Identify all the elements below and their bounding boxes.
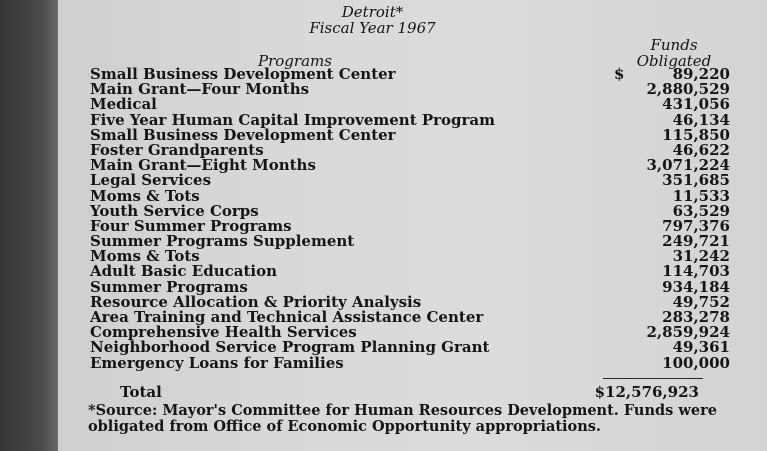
- program-name: Youth Service Corps: [90, 201, 259, 220]
- funds-amount: 797,376: [662, 216, 730, 235]
- funds-amount: 46,134: [672, 110, 730, 129]
- program-name: Neighborhood Service Program Planning Grant: [90, 338, 490, 357]
- funds-amount: 49,752: [672, 292, 730, 311]
- program-name: Moms & Tots: [90, 186, 200, 205]
- total-rule: [603, 378, 703, 379]
- program-list: [90, 65, 730, 372]
- programs-column-header: Programs: [258, 52, 332, 70]
- funds-amount: 100,000: [662, 353, 730, 372]
- funds-amount: 431,056: [662, 95, 730, 114]
- funds-amount: 283,278: [662, 308, 730, 326]
- program-name: Foster Grandparents: [90, 140, 264, 159]
- program-name: Moms & Tots: [90, 247, 200, 266]
- funds-amount: 11,533: [672, 186, 730, 205]
- funds-amount: 114,703: [662, 262, 730, 281]
- funds-amount: 89,220: [672, 65, 730, 83]
- program-name: Legal Services: [90, 171, 212, 190]
- program-name: Medical: [90, 95, 157, 114]
- page-shadow-edge: [0, 0, 58, 451]
- funds-header-line2: Obligated: [636, 52, 712, 70]
- total-label: Total: [120, 383, 162, 401]
- funds-amount: 46,622: [672, 140, 730, 159]
- program-name: Summer Programs Supplement: [90, 232, 355, 251]
- funds-amount: 249,721: [662, 232, 730, 251]
- funds-amount: 2,859,924: [646, 323, 730, 342]
- program-name: Small Business Development Center: [90, 125, 396, 144]
- program-name: Small Business Development Center: [90, 65, 396, 83]
- program-name: Emergency Loans for Families: [90, 353, 344, 372]
- funds-header-line1: Funds: [650, 36, 698, 54]
- currency-symbol: $: [614, 65, 625, 83]
- funds-amount: 2,880,529: [646, 80, 730, 99]
- program-name: Four Summer Programs: [90, 216, 292, 235]
- funds-amount: 31,242: [672, 247, 730, 266]
- program-name: Adult Basic Education: [90, 262, 277, 281]
- program-name: Resource Allocation & Priority Analysis: [90, 292, 422, 311]
- funds-amount: 49,361: [672, 338, 730, 357]
- funds-amount: 3,071,224: [646, 156, 730, 175]
- program-name: Five Year Human Capital Improvement Program: [90, 110, 496, 129]
- fiscal-year-heading: Fiscal Year 1967: [309, 19, 436, 37]
- total-amount: $12,576,923: [594, 383, 699, 401]
- table-row: [90, 353, 730, 372]
- source-footnote: *Source: Mayor's Committee for Human Resources Development. Funds were obligated from Office of Economic Opportunity appropriations.: [88, 402, 717, 435]
- document-page: [58, 0, 767, 451]
- city-heading: Detroit*: [341, 3, 404, 21]
- funds-amount: 63,529: [672, 201, 730, 220]
- funds-amount: 934,184: [662, 277, 730, 296]
- funds-amount: 115,850: [662, 125, 730, 144]
- program-name: Summer Programs: [90, 277, 248, 296]
- table-row: [90, 80, 730, 99]
- program-name: Main Grant—Eight Months: [90, 156, 316, 175]
- program-name: Main Grant—Four Months: [90, 80, 310, 99]
- program-name: Area Training and Technical Assistance Center: [90, 308, 484, 326]
- program-name: Comprehensive Health Services: [90, 323, 357, 342]
- funds-amount: 351,685: [662, 171, 730, 190]
